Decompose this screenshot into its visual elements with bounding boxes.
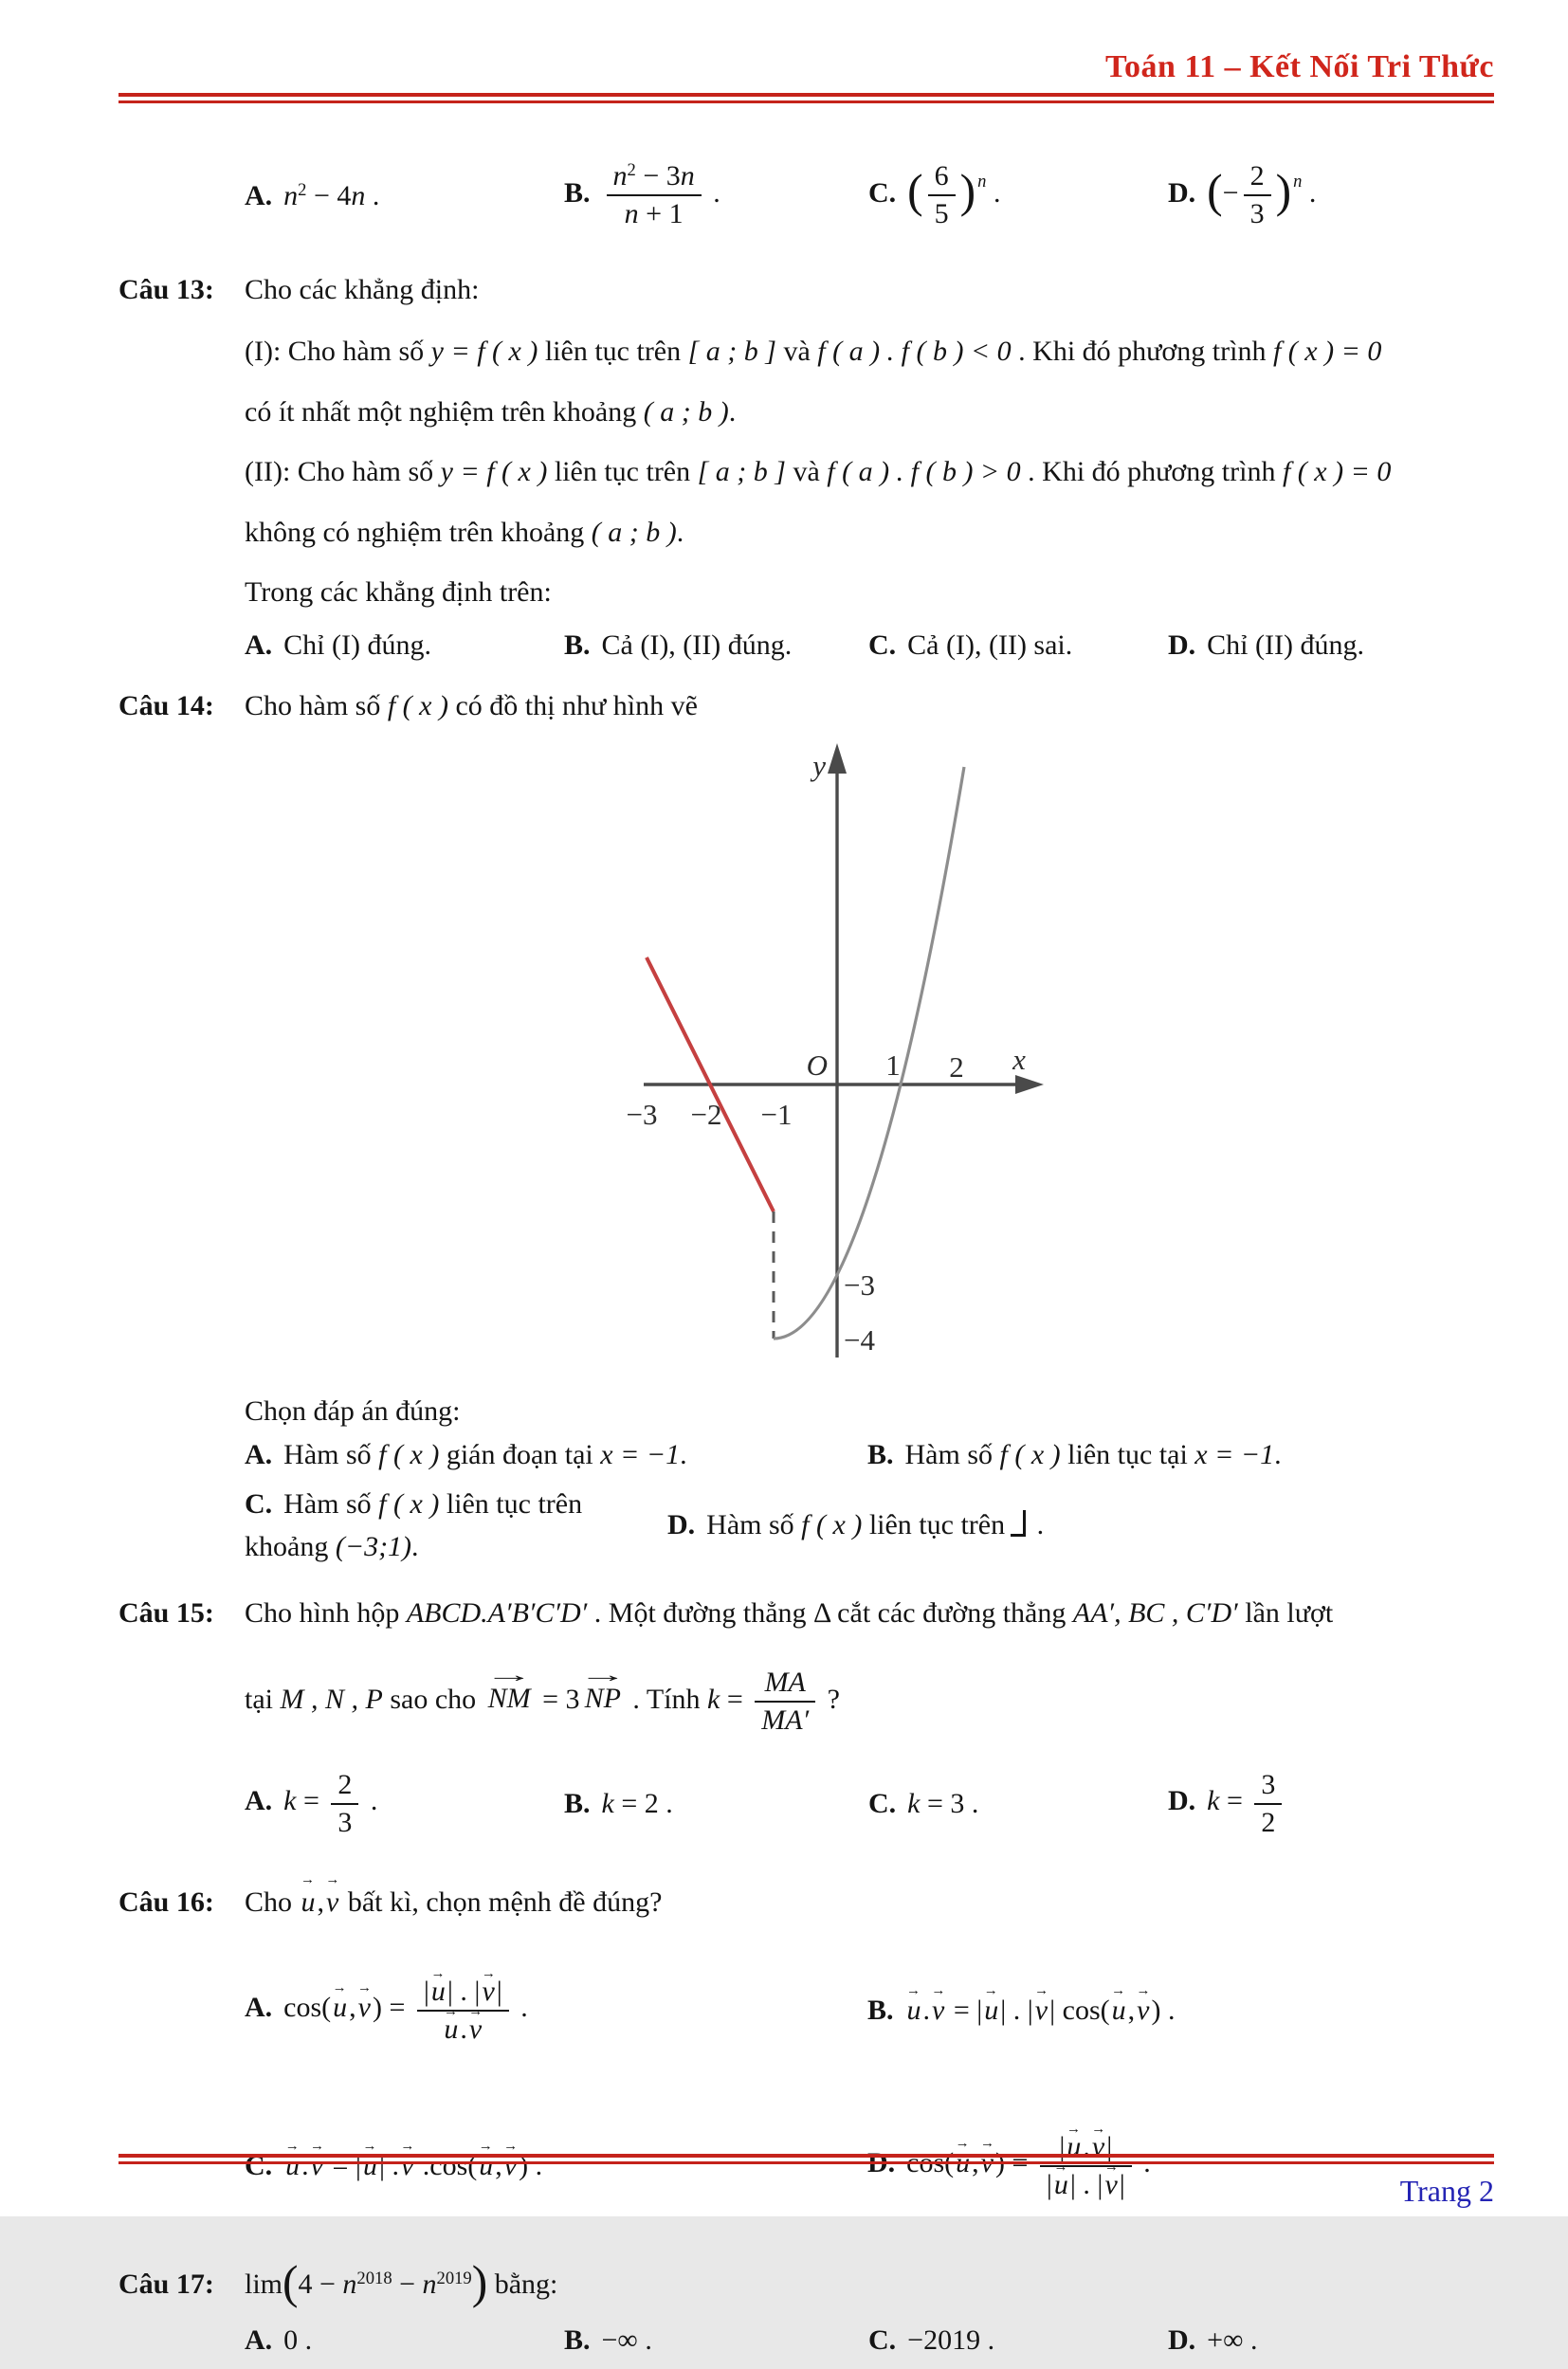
question-17-stem [119,2255,1502,2308]
y-tick-neg4: −4 [844,1322,875,1357]
question-17 [119,2255,1502,2369]
option-text: Hàm số f ( x ) liên tục trên . [706,1509,1045,1540]
question-15-stem-cont: tại M , N , P sao cho → NM = 3 → NP . Tính k = $\frac{MA}{MA'}$ ? [245,1666,1502,1738]
question-text: Cho hàm số f ( x ) có đồ thị như hình vẽ [245,689,698,721]
option-letter: A. [245,1785,273,1817]
question-14-stem [119,682,1502,730]
x-tick-2: 2 [949,1049,964,1084]
question-15 [119,1589,1502,1865]
option-letter: B. [564,629,591,661]
question-13-stem [119,265,1502,314]
option-a [245,1433,867,1476]
option-formula: (− $\frac{2}{3}$ ) $^n$ . [1207,160,1317,229]
option-c [245,1483,667,1568]
option-d [1168,1768,1502,1840]
option-formula: → u.→ v = |→ u| .→ v .cos(→ u,→ v) . [283,2150,542,2181]
option-b [867,1989,1502,2032]
question-text: $\lim(4 - n^{2018} - n^{2019})$ bằng: [245,2255,558,2308]
option-letter: A. [245,179,273,211]
option-text: +∞ . [1207,2324,1258,2356]
option-d [1168,624,1502,666]
option-formula: cos(→ u,→ v) = |→ u| . |→ v| → u.→ v . [283,1992,528,2023]
option-letter: C. [868,1788,897,1819]
option-a [245,1768,564,1840]
option-a [245,1975,867,2047]
option-b [564,159,868,231]
option-a [245,174,564,217]
x-axis-arrow [1015,1075,1044,1094]
option-letter: B. [564,2324,591,2356]
question-text: Cho → u,→ v bất kì, chọn mệnh đề đúng? [245,1886,662,1918]
option-text: 0 . [283,2324,313,2356]
option-letter: B. [564,176,591,209]
question-15-stem [119,1589,1502,1637]
option-letter: D. [667,1509,696,1540]
option-d [1168,159,1502,231]
question-number: Câu 14: [119,689,214,721]
option-letter: C. [245,1487,273,1520]
option-formula: k = 2 . [601,1788,673,1819]
option-text: Hàm số f ( x ) gián đoạn tại x = −1. [283,1439,687,1470]
statement-2: (II): Cho hàm số y = f ( x ) liên tục trên [ a ; b ] và f ( a ) . f ( b ) > 0 . Khi đó phương trình f ( x ) = 0 [245,456,1392,487]
x-tick-neg3: −3 [626,1097,658,1131]
option-formula: k = $\frac{3}{2}$ [1207,1785,1286,1816]
option-letter: A. [245,1439,273,1470]
function-graph-figure [119,734,1502,1367]
x-tick-neg1: −1 [760,1097,793,1131]
header-rule [119,93,1494,103]
option-letter: B. [867,1995,894,2026]
y-tick-neg3: −3 [844,1267,875,1302]
option-b [564,624,868,666]
option-c [868,624,1168,666]
option-letter: D. [1168,2324,1196,2356]
option-text: Hàm số f ( x ) liên tục tại x = −1. [904,1439,1282,1470]
page-content [119,138,1502,2369]
function-graph [581,734,1055,1367]
option-a [245,2319,564,2361]
option-text: Chỉ (II) đúng. [1207,629,1364,661]
x-tick-neg2: −2 [690,1097,722,1131]
statement-summary: Trong các khẳng định trên: [245,576,552,608]
option-text: Cả (I), (II) sai. [907,629,1073,661]
question-number: Câu 15: [119,1596,214,1629]
choose-answer-prompt: Chọn đáp án đúng: [245,1394,461,1427]
option-a [245,624,564,666]
x-axis-label: x [1012,1042,1026,1076]
option-letter: B. [564,1788,591,1819]
option-c [868,2319,1168,2361]
option-c [868,159,1168,231]
broken-r-symbol [1011,1510,1026,1537]
option-text: Hàm số f ( x ) liên tục trên khoảng (−3;1). [245,1487,583,1562]
question-14-options-row-2 [245,1483,1502,1568]
question-16-options-row-1 [245,1926,1502,2095]
option-formula: $\frac{n^2 - 3n}{n + 1}$ . [602,177,720,209]
option-text: −∞ . [601,2324,652,2356]
option-d [667,1503,1502,1546]
option-formula: $n^2 - 4n$ . [283,179,380,211]
question-13-options-row [245,623,1502,668]
x-tick-1: 1 [885,1048,901,1082]
origin-label: O [806,1048,828,1082]
option-b [564,1782,868,1825]
option-letter: C. [245,2150,273,2181]
question-text: Cho các khẳng định: [245,274,480,305]
question-16-stem [119,1878,1502,1926]
question-17-options-row [245,2312,1502,2369]
option-letter: C. [868,629,897,661]
page-header [119,49,1494,103]
option-text: −2019 . [907,2324,995,2356]
option-text: Chỉ (I) đúng. [283,629,431,661]
option-formula: cos(→ u,→ v) = $\frac{|\to u.\to v|}{|\to u| . |\to v|}$ . [906,2147,1151,2178]
question-number: Câu 17: [119,2268,214,2300]
option-letter: C. [868,2324,897,2356]
y-axis-label: y [812,748,826,782]
option-letter: A. [245,2324,273,2356]
option-letter: C. [868,176,897,209]
option-letter: A. [245,629,273,661]
option-formula: ( $\frac{6}{5}$ ) $^n$ . [907,160,1001,229]
option-formula: k = $\frac{2}{3}$ . [283,1768,378,1838]
option-formula: → u.→ v = |→ u| . |→ v| cos(→ u,→ v) . [905,1995,1176,2026]
statement-1: (I): Cho hàm số y = f ( x ) liên tục trên [ a ; b ] và f ( a ) . f ( b ) < 0 . Khi đó phương trình f ( x ) = 0 [245,336,1382,367]
option-d [1168,2319,1502,2361]
page-title: Toán 11 – Kết Nối Tri Thức [1105,49,1494,84]
option-letter: D. [1168,1785,1196,1817]
y-axis-arrow [828,743,847,774]
question-14-options-row-1 [245,1428,1502,1483]
option-letter: A. [245,1992,273,2024]
option-b [564,2319,868,2361]
question-number: Câu 13: [119,274,214,305]
option-letter: D. [867,2147,896,2179]
parabola-branch [774,767,964,1339]
option-c [868,1782,1168,1825]
statement-1-cont: có ít nhất một nghiệm trên khoảng ( a ; b ). [245,395,737,428]
question-14 [119,682,1502,1568]
question-text: Cho hình hộp ABCD.A′B′C′D′ . Một đường thẳng Δ cắt các đường thẳng AA′, BC , C′D′ lần lượt [245,1596,1334,1629]
question-15-options-row [245,1743,1502,1865]
question-13 [119,265,1502,668]
option-letter: D. [1168,176,1196,209]
statement-2-cont: không có nghiệm trên khoảng ( a ; b ). [245,516,684,548]
page-number: Trang 2 [1399,2174,1494,2208]
option-letter: D. [1168,629,1196,661]
question-number: Câu 16: [119,1886,214,1918]
option-b [867,1433,1502,1476]
option-letter: B. [867,1439,894,1470]
option-formula: k = 3 . [907,1788,979,1819]
page-footer [119,2154,1494,2209]
option-text: Cả (I), (II) đúng. [601,629,793,661]
question-12-options-row [245,138,1502,252]
footer-rule [119,2154,1494,2164]
